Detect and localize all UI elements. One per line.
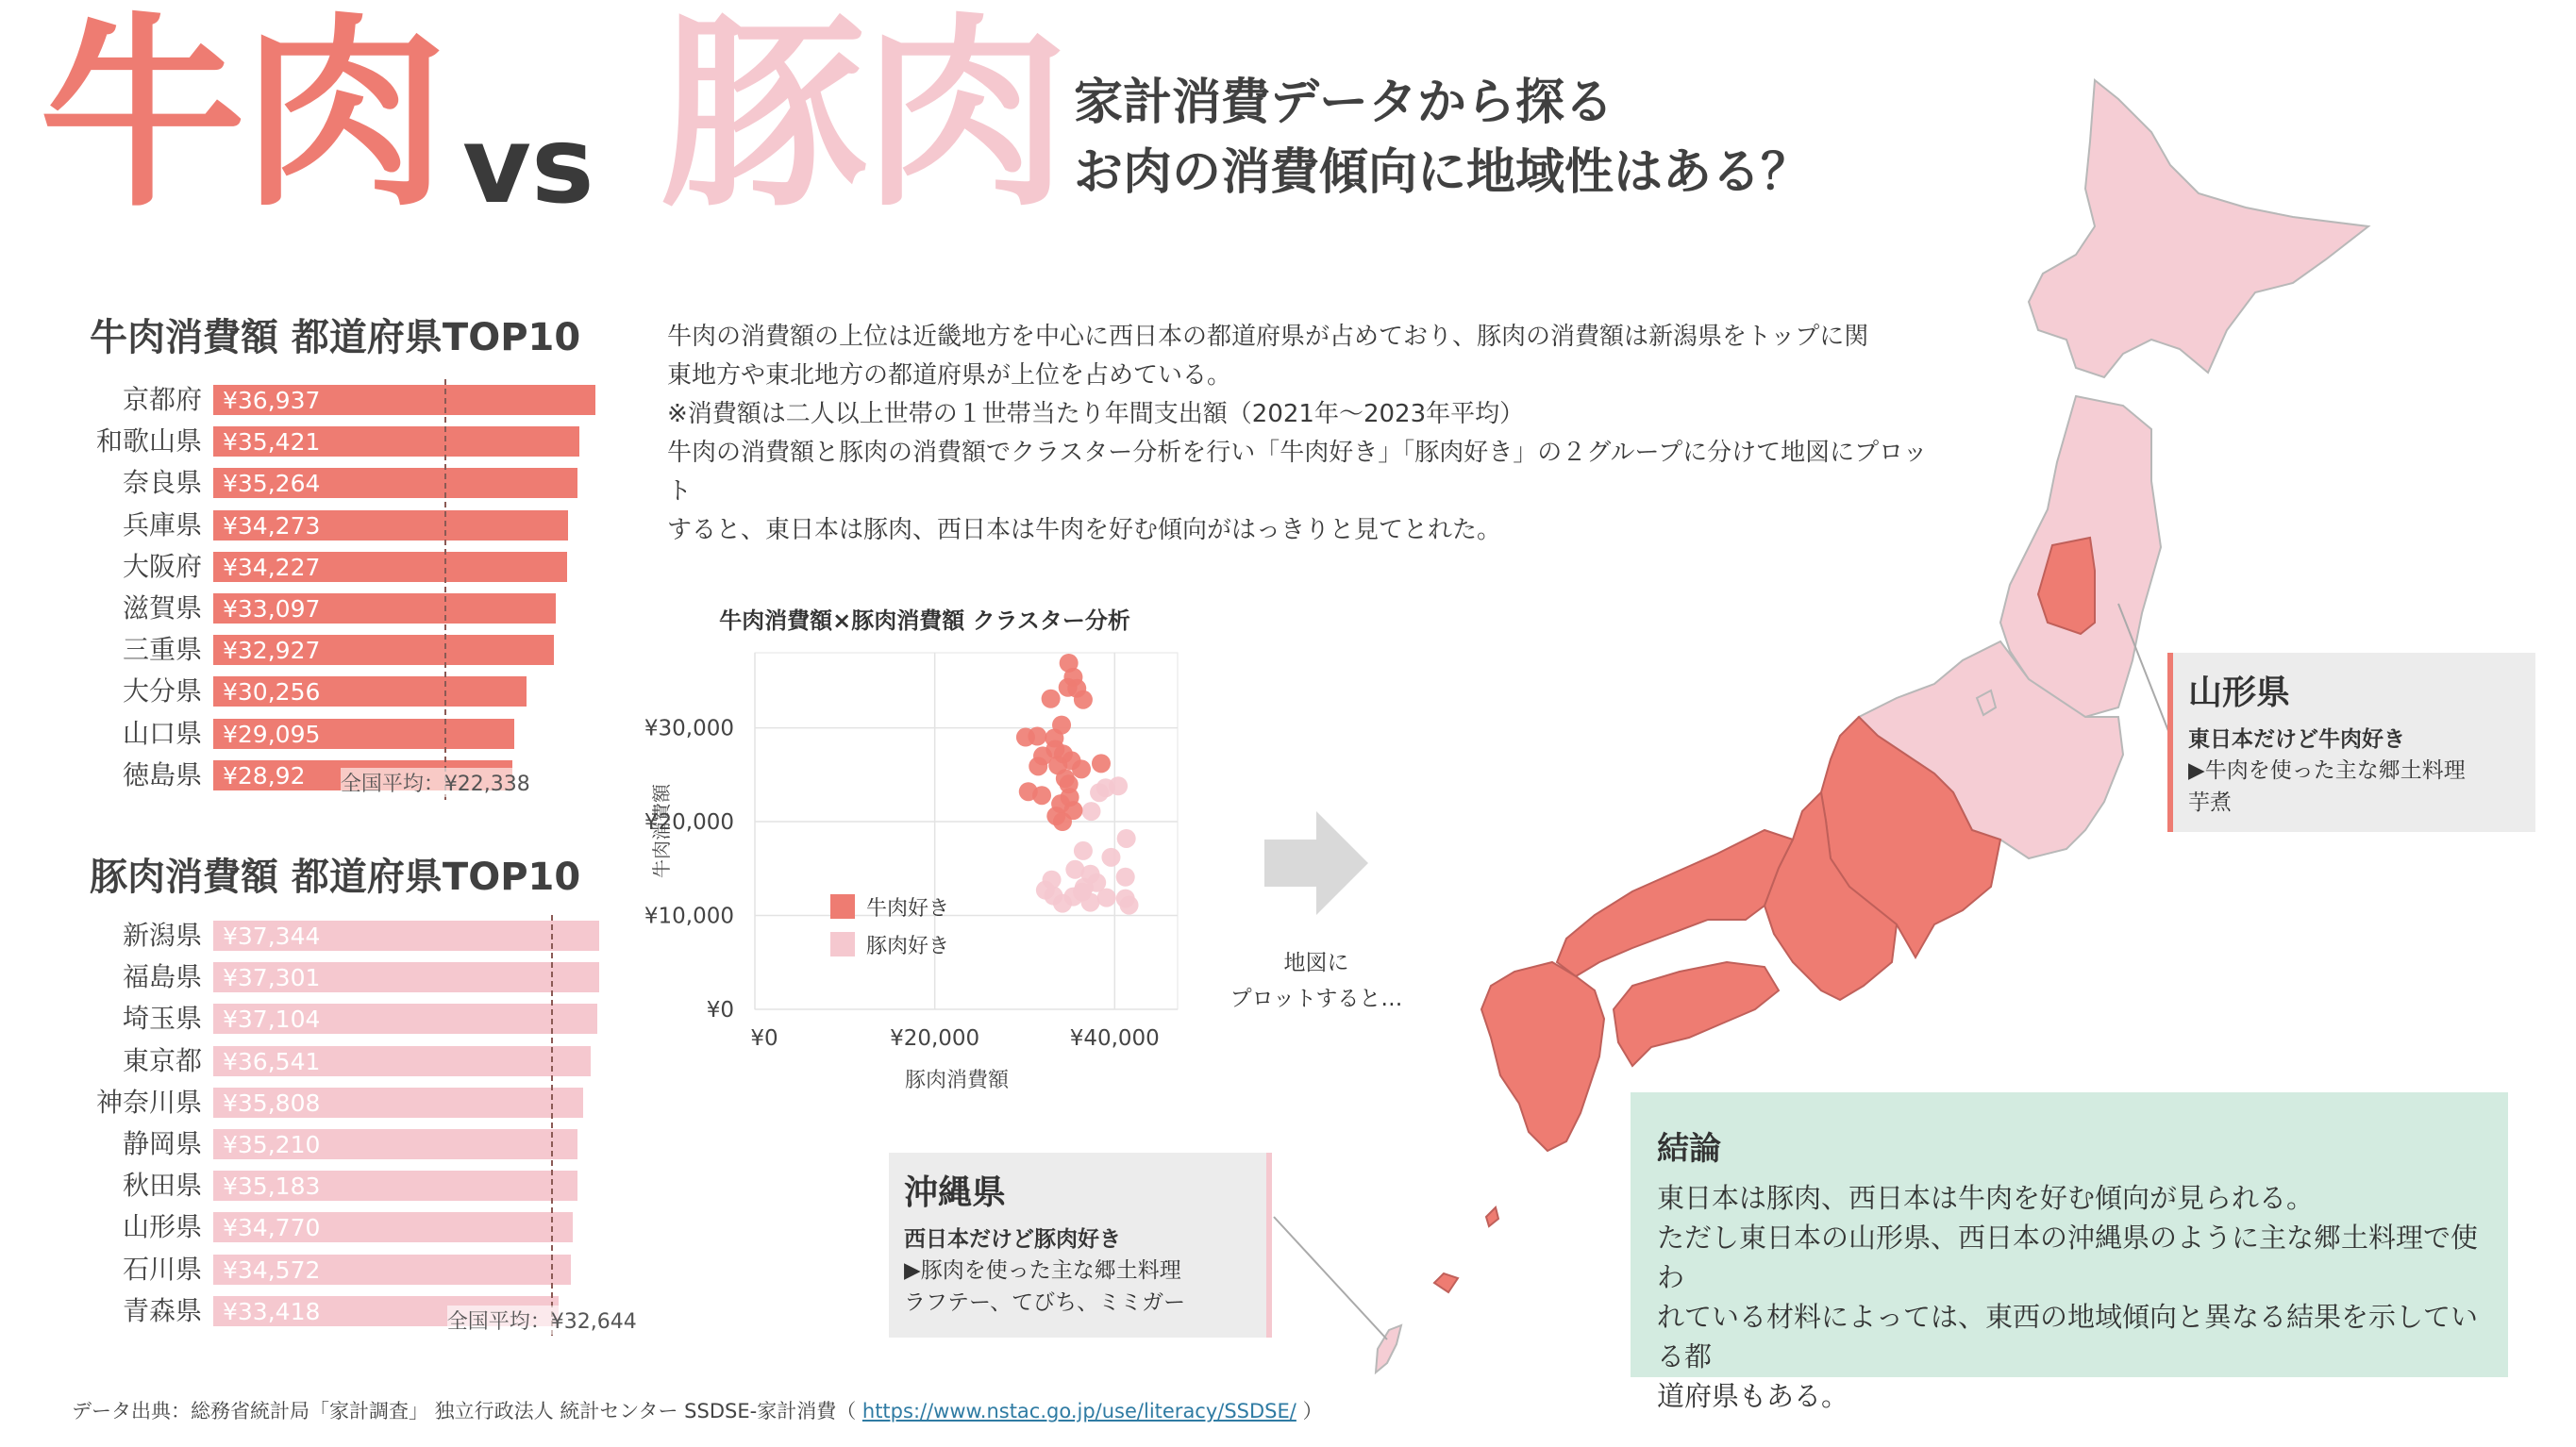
conclusion-line: 道府県もある。 [1657, 1380, 1849, 1412]
okinawa-title: 沖縄県 [904, 1173, 1007, 1212]
footer-source [72, 1396, 1323, 1424]
subtitle-line2: お肉の消費傾向に地域性はある？ [1074, 144, 1811, 201]
bar-category-label: 石川県 [122, 1253, 202, 1285]
bar-category-label: 静岡県 [122, 1128, 202, 1159]
bar-category-label: 兵庫県 [122, 508, 202, 541]
y-tick-label: ¥30,000 [644, 716, 734, 741]
legend-label: 牛肉好き [866, 897, 950, 921]
arrow-caption-line: プロットすると… [1229, 987, 1403, 1011]
bar-value-label: ¥33,418 [223, 1297, 321, 1325]
bar-category-label: 山形県 [122, 1211, 202, 1243]
bar [213, 1171, 577, 1201]
scatter-point [1081, 802, 1100, 821]
title-vs: vs [462, 105, 594, 227]
bar [213, 1004, 597, 1034]
scatter-point [1042, 690, 1061, 708]
scatter-chart [642, 641, 1208, 1104]
beef-top10-title: 牛肉消費額 都道府県TOP10 [90, 316, 581, 359]
y-axis-label: 牛肉消費額 [650, 784, 673, 878]
bar [213, 1129, 577, 1159]
okinawa-line: ラフテー、てびち、ミミガー [904, 1290, 1186, 1315]
title-pork: 豚肉 [661, 0, 1064, 235]
y-tick-label: ¥0 [706, 998, 734, 1023]
bar-category-label: 和歌山県 [95, 425, 202, 457]
bar-value-label: ¥37,344 [223, 923, 321, 950]
bar [213, 1088, 583, 1118]
y-tick-label: ¥10,000 [644, 904, 734, 929]
bar-category-label: 山口県 [122, 717, 202, 749]
yamagata-line: ▶牛肉を使った主な郷土料理 [2188, 758, 2466, 783]
bar [213, 426, 579, 457]
scatter-point [1097, 889, 1116, 907]
bar-value-label: ¥34,770 [223, 1214, 321, 1242]
bar [213, 510, 568, 541]
y-tick-label: ¥20,000 [644, 810, 734, 836]
legend-swatch [830, 932, 855, 956]
footer-source-text: データ出典：総務省統計局「家計調査」 独立行政法人 統計センター SSDSE-家計消費（ [72, 1400, 857, 1422]
bar-category-label: 埼玉県 [122, 1003, 202, 1035]
title-beef: 牛肉 [40, 0, 443, 235]
bar-value-label: ¥34,227 [223, 553, 321, 581]
scatter-point [1053, 894, 1072, 913]
scatter-point [1032, 786, 1051, 805]
yamagata-title: 山形県 [2188, 674, 2291, 712]
conclusion-line: れている材料によっては、東西の地域傾向と異なる結果を示している都 [1657, 1301, 2479, 1372]
bar [213, 552, 567, 582]
scatter-point [1092, 754, 1111, 773]
scatter-point [1116, 868, 1135, 887]
scatter-point [1117, 829, 1136, 848]
description-line: すると、東日本は豚肉、西日本は牛肉を好む傾向がはっきりと見てとれた。 [667, 516, 1502, 544]
bar [213, 1255, 571, 1285]
bar-value-label: ¥36,541 [223, 1047, 321, 1075]
bar [213, 962, 599, 992]
scatter-point [1074, 690, 1093, 709]
map-chugoku [1557, 830, 1793, 976]
average-line [551, 915, 553, 1336]
yamagata-callout [2167, 653, 2535, 832]
bar-value-label: ¥34,572 [223, 1256, 321, 1284]
footer-source-link[interactable]: https://www.nstac.go.jp/use/literacy/SSDSE/ [861, 1400, 1296, 1422]
okinawa-line: ▶豚肉を使った主な郷土料理 [904, 1258, 1181, 1283]
bar-category-label: 滋賀県 [122, 592, 202, 624]
bar-category-label: 三重県 [122, 634, 202, 666]
x-tick-label: ¥0 [750, 1026, 778, 1051]
footer-close: ） [1302, 1400, 1323, 1422]
yamagata-line: 芋煮 [2188, 790, 2232, 815]
bar-value-label: ¥28,92 [223, 761, 306, 790]
conclusion-line: 東日本は豚肉、西日本は牛肉を好む傾向が見られる。 [1657, 1182, 2315, 1214]
bar-category-label: 大阪府 [122, 550, 202, 582]
bar-category-label: 徳島県 [122, 758, 202, 790]
bar-value-label: ¥37,104 [223, 1006, 321, 1034]
average-label: 全国平均：¥22,338 [341, 768, 530, 797]
map-hokkaido [2029, 80, 2368, 377]
bar [213, 921, 599, 951]
map-shikoku [1614, 962, 1779, 1066]
bar-value-label: ¥35,210 [223, 1131, 321, 1158]
bar-value-label: ¥32,927 [223, 637, 321, 665]
bar-category-label: 奈良県 [122, 467, 202, 499]
description-line: 東地方や東北地方の都道府県が上位を占めている。 [667, 361, 1232, 390]
map-amami [1486, 1207, 1498, 1226]
description-line: 牛肉の消費額の上位は近畿地方を中心に西日本の都道府県が占めており、豚肉の消費額は新潟県をトップに関 [667, 323, 1869, 351]
yamagata-sub: 東日本だけど牛肉好き [2188, 727, 2405, 752]
legend-label: 豚肉好き [866, 935, 950, 958]
bar-value-label: ¥35,264 [223, 470, 321, 498]
scatter-point [1120, 896, 1139, 915]
scatter-point [1053, 812, 1072, 831]
bar [213, 1212, 573, 1242]
bar [213, 468, 577, 498]
bar [213, 676, 527, 707]
okinawa-callout [889, 1153, 1272, 1338]
x-tick-label: ¥20,000 [890, 1026, 980, 1051]
map-kyushu [1481, 962, 1604, 1151]
bar-category-label: 東京都 [122, 1044, 202, 1076]
bar-value-label: ¥33,097 [223, 595, 321, 623]
bar-category-label: 大分県 [122, 675, 202, 707]
bar-category-label: 神奈川県 [95, 1086, 202, 1118]
description-line: 牛肉の消費額と豚肉の消費額でクラスター分析を行い「牛肉好き」「豚肉好き」の２グループに分けて地図にプロット [667, 439, 1928, 506]
bar-value-label: ¥35,421 [223, 428, 321, 457]
subtitle-line1: 家計消費データから探る [1074, 75, 1614, 131]
legend-swatch [830, 894, 855, 919]
bar-category-label: 秋田県 [122, 1170, 202, 1202]
scatter-point [1016, 728, 1035, 747]
scatter-point [1075, 878, 1094, 897]
bar [213, 593, 556, 624]
bar [213, 719, 514, 749]
bar-category-label: 新潟県 [122, 920, 202, 951]
bar-value-label: ¥37,301 [223, 964, 321, 992]
bar [213, 1046, 591, 1076]
bar-value-label: ¥29,095 [223, 720, 321, 748]
average-label: 全国平均：¥32,644 [447, 1306, 637, 1335]
scatter-point [1101, 848, 1120, 867]
bar-category-label: 青森県 [122, 1294, 202, 1326]
bar [213, 385, 595, 415]
scatter-point [1074, 841, 1093, 860]
bar-value-label: ¥30,256 [223, 678, 321, 707]
scatter-point [1109, 776, 1128, 795]
x-tick-label: ¥40,000 [1069, 1026, 1160, 1051]
scatter-point [1072, 759, 1091, 778]
bar-category-label: 京都府 [122, 384, 202, 415]
map-southwest-islands [1434, 1273, 1458, 1292]
conclusion-line: ただし東日本の山形県、西日本の沖縄県のように主な郷土料理で使わ [1657, 1222, 2479, 1293]
arrow-caption-line: 地図に [1283, 951, 1349, 975]
description-line: ※消費額は二人以上世帯の１世帯当たり年間支出額（2021年～2023年平均） [667, 400, 1525, 428]
pork-top10-title: 豚肉消費額 都道府県TOP10 [90, 856, 581, 899]
conclusion-title: 結論 [1657, 1130, 1721, 1168]
bar-value-label: ¥35,183 [223, 1173, 321, 1201]
bar [213, 635, 554, 665]
bar-value-label: ¥35,808 [223, 1089, 321, 1117]
conclusion-box [1631, 1092, 2508, 1412]
map-okinawa [1376, 1325, 1401, 1372]
scatter-title: 牛肉消費額×豚肉消費額 クラスター分析 [719, 607, 1130, 634]
scatter-point [1029, 757, 1047, 775]
x-axis-label: 豚肉消費額 [904, 1069, 1010, 1092]
average-line [444, 379, 446, 800]
okinawa-sub: 西日本だけど豚肉好き [904, 1227, 1121, 1252]
bar-value-label: ¥34,273 [223, 511, 321, 540]
bar-category-label: 福島県 [122, 961, 202, 993]
bar-value-label: ¥36,937 [223, 387, 321, 414]
scatter-point [1090, 783, 1109, 802]
